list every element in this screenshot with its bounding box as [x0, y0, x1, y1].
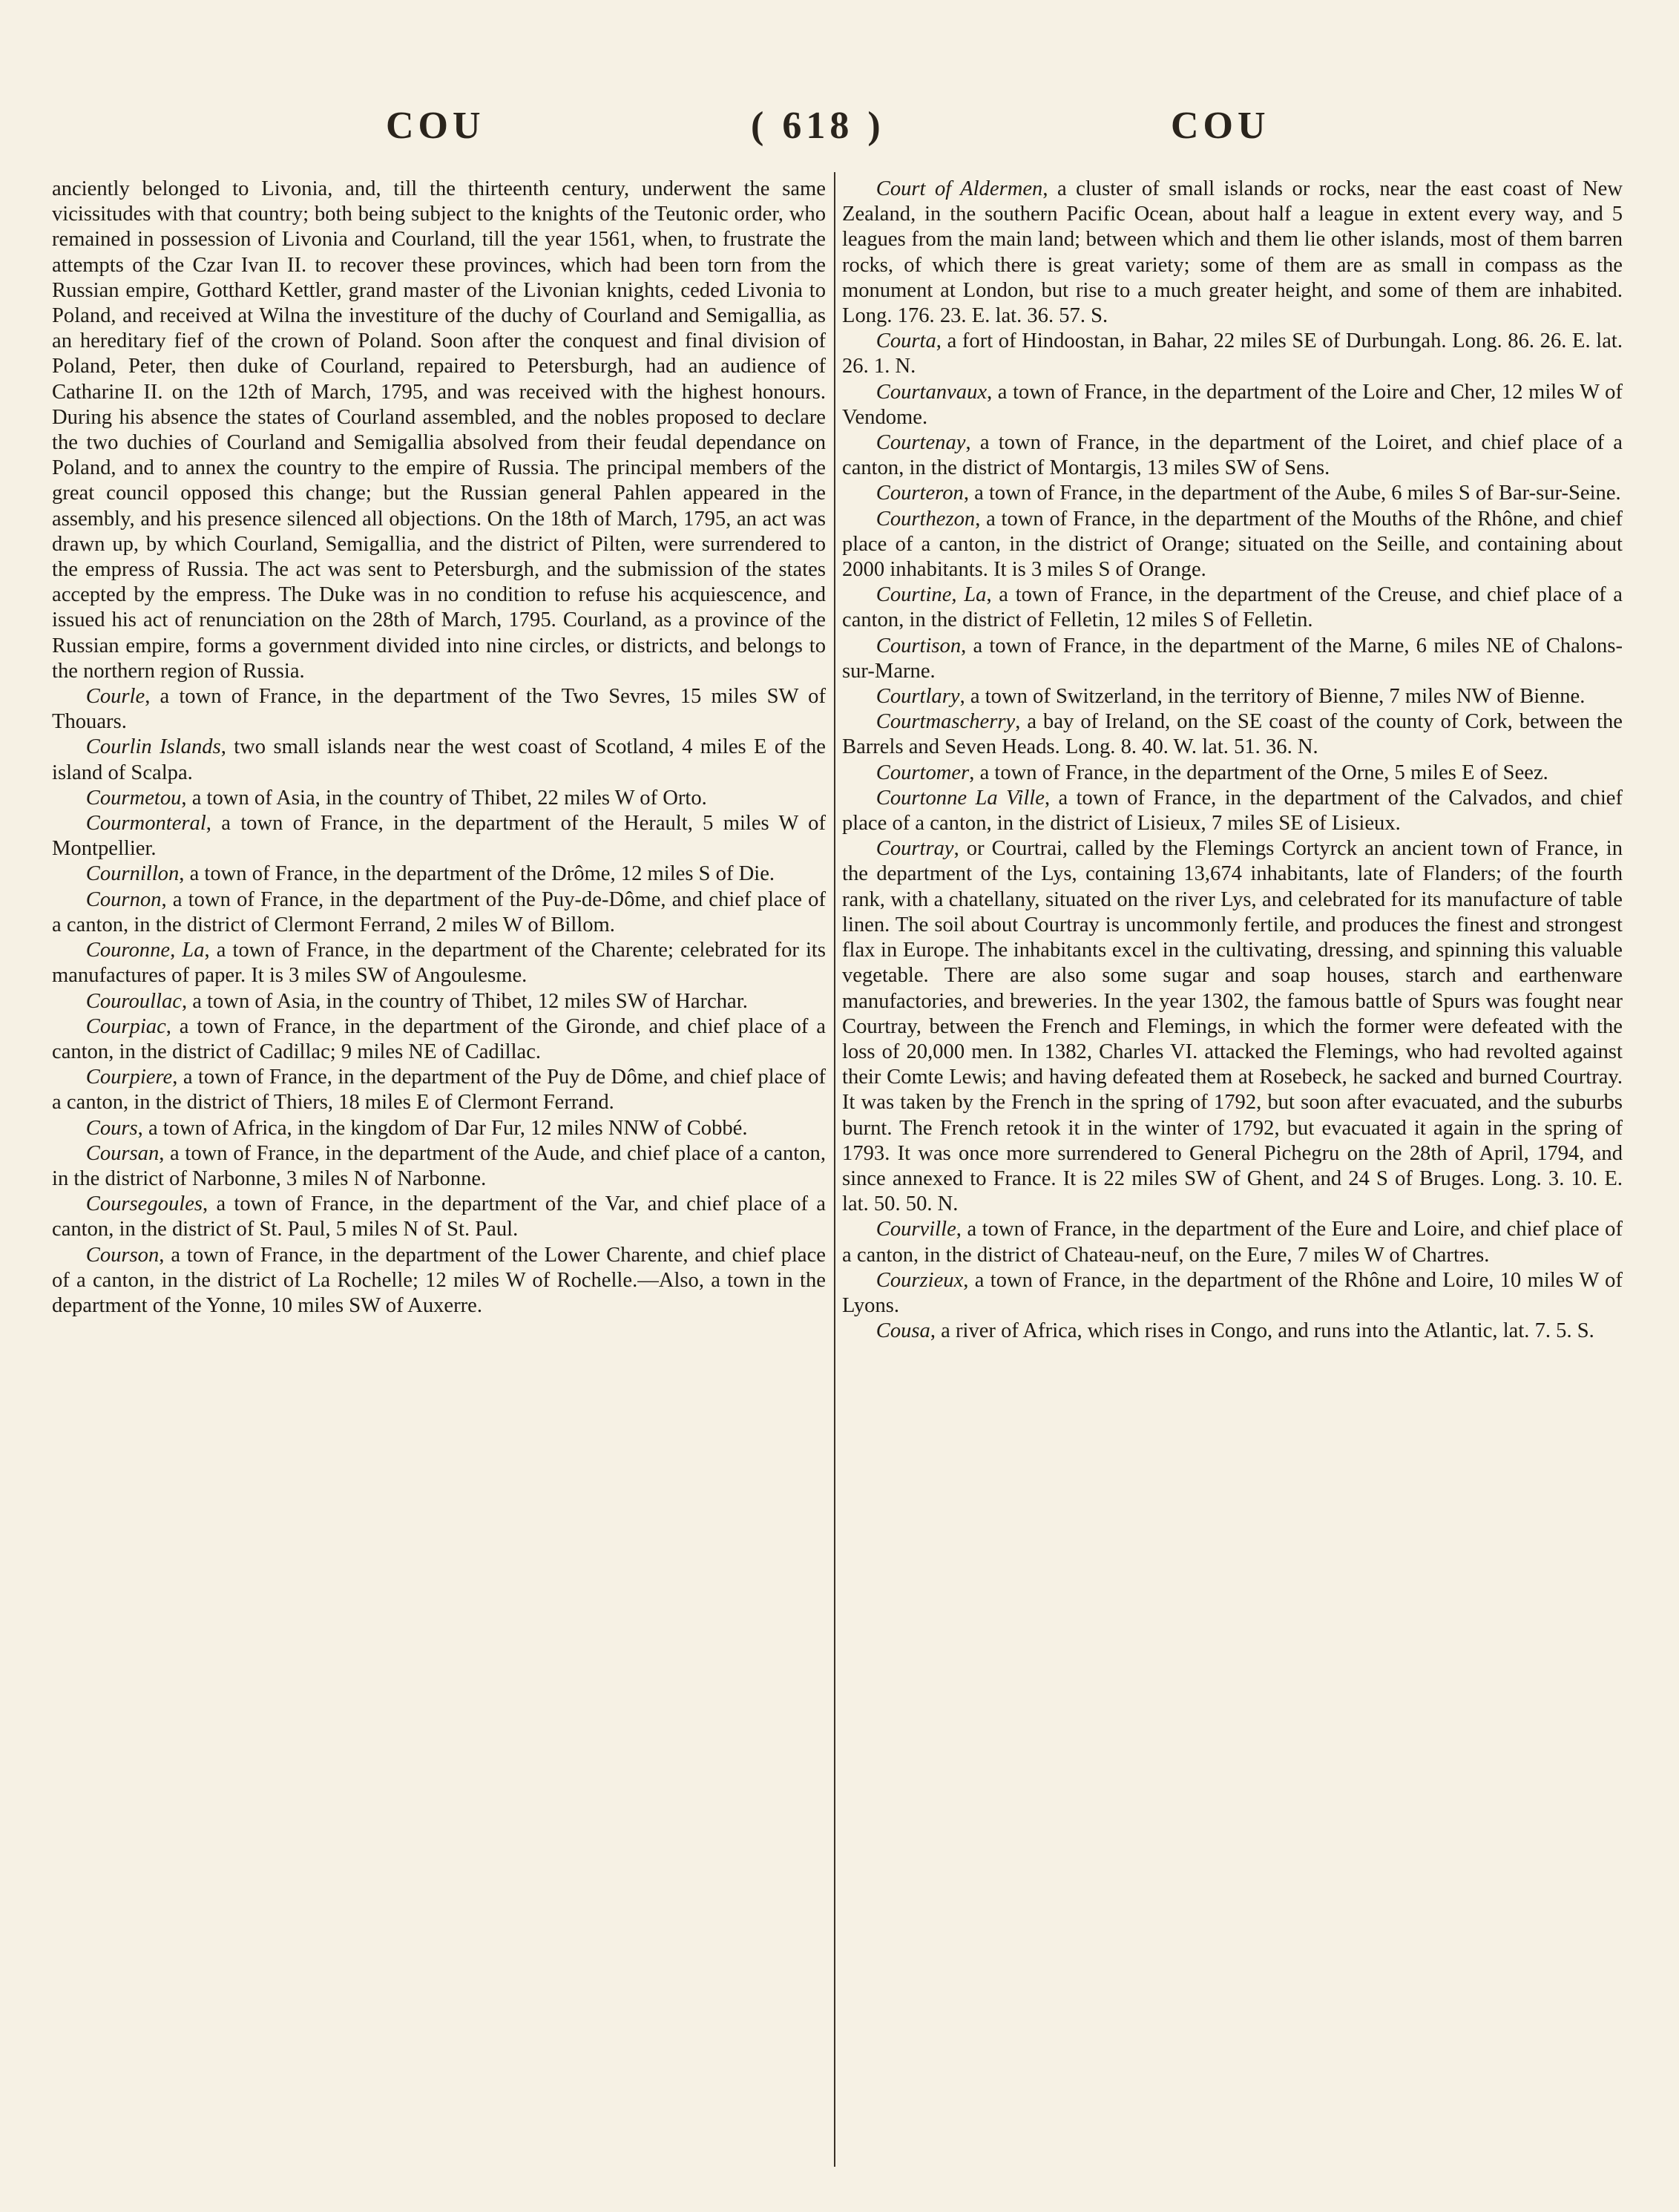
- gazetteer-entry: [52, 887, 826, 938]
- entry-headword: Courtlary: [875, 685, 960, 709]
- entry-text: , a town of Africa, in the kingdom of Dar Fur, 12 miles NNW of Cobbé.: [137, 1116, 748, 1140]
- gazetteer-entry: [52, 1243, 826, 1319]
- entry-headword: Coursan: [85, 1141, 160, 1165]
- gazetteer-entry: [842, 481, 1623, 506]
- gazetteer-entry: [52, 1141, 826, 1192]
- entry-headword: Courtenay: [875, 431, 966, 455]
- entry-text: , a town of France, in the department of the Loiret, and chief place of a canton, in the district of Montargis, 13 miles SW of Sens.: [842, 431, 1623, 480]
- entry-text: , a town of France, in the department of the Var, and chief place of a canton, in the district of St. Paul, 5 miles N of St. Paul.: [52, 1192, 826, 1241]
- entry-headword: Courmetou: [85, 786, 182, 810]
- entry-headword: Courlin Islands: [85, 735, 221, 759]
- left-entry-list: [52, 684, 826, 1319]
- right-entry-list: [842, 177, 1623, 1344]
- column-divider: [834, 172, 835, 2167]
- gazetteer-entry: [842, 684, 1623, 709]
- entry-headword: Courtonne La Ville: [875, 786, 1045, 810]
- entry-text: , a river of Africa, which rises in Congo, and runs into the Atlantic, lat. 7. 5. S.: [930, 1319, 1594, 1343]
- gazetteer-entry: [52, 1065, 826, 1115]
- gazetteer-entry: [52, 1116, 826, 1141]
- entry-text: , a town of France, in the department of the Aude, and chief place of a canton, in the district of Narbonne, 3 miles N of Narbonne.: [52, 1141, 826, 1190]
- entry-text: , two small islands near the west coast of Scotland, 4 miles E of the island of Scalpa.: [52, 735, 826, 784]
- entry-text: , a town of France, in the department of the Eure and Loire, and chief place of a canton, in the district of Chateau-neuf, on the Eure, 7 miles W of Chartres.: [842, 1218, 1623, 1267]
- gazetteer-entry: [842, 1217, 1623, 1267]
- entry-text: , a town of France, in the department of the Puy de Dôme, and chief place of a canton, in the district of Thiers, 18 miles E of Clermont Ferrand.: [52, 1066, 826, 1115]
- gazetteer-entry: [52, 938, 826, 988]
- entry-headword: Courtomer: [875, 761, 970, 784]
- gazetteer-entry: [52, 989, 826, 1014]
- page-number: ( 618 ): [751, 105, 885, 147]
- gazetteer-entry: [52, 811, 826, 862]
- entry-text: , a cluster of small islands or rocks, near the east coast of New Zealand, in the southern Pacific Ocean, about half a league in extent every way, and 5 leagues from the main land; between which and them lie other islands, most of them barren rocks, of which there is great variety; some of them are as small in compass as the monument at London, but rise to a much greater height, and some of them are inhabited. Long. 176. 23. E. lat. 36. 57. S.: [842, 177, 1623, 328]
- entry-headword: Courpiere: [85, 1066, 173, 1089]
- entry-headword: Cousa: [875, 1319, 930, 1343]
- entry-text: , a town of Asia, in the country of Thibet, 12 miles SW of Harchar.: [181, 989, 748, 1013]
- entry-text: , a town of France, in the department of the Orne, 5 miles E of Seez.: [969, 761, 1548, 784]
- entry-headword: Courle: [85, 685, 145, 709]
- entry-headword: Couroullac: [85, 989, 182, 1013]
- entry-text: , a town of France, in the department of the Mouths of the Rhône, and chief place of a canton, in the district of Orange; situated on the Seille, and containing about 2000 inhabitants. It is 3 miles S of Orange.: [842, 507, 1623, 582]
- entry-headword: Courtison: [875, 634, 962, 657]
- right-column: [842, 177, 1623, 1344]
- entry-text: , a bay of Ireland, on the SE coast of the county of Cork, between the Barrels and Seven Heads. Long. 8. 40. W. lat. 51. 36. N.: [842, 710, 1623, 759]
- entry-headword: Courtine, La: [875, 583, 987, 607]
- entry-text: , a town of France, in the department of the Creuse, and chief place of a canton, in the district of Felletin, 12 miles S of Felletin.: [842, 583, 1623, 632]
- gazetteer-entry: [842, 582, 1623, 633]
- left-column: [52, 177, 826, 1319]
- entry-text: , a town of France, in the department of the Calvados, and chief place of a canton, in the district of Lisieux, 7 miles SE of Lisieux.: [842, 786, 1623, 836]
- gazetteer-entry: [842, 786, 1623, 836]
- gazetteer-entry: [52, 735, 826, 785]
- continuation-paragraph: anciently belonged to Livonia, and, till the thirteenth century, underwent the same vicissitudes with that country; both being subject to the knights of the Teutonic order, who remained in possession of Livonia and Courland, till the year 1561, when, to frustrate the attempts of the Czar Ivan II. to recover these provinces, which had been torn from the Russian empire, Gotthard Kettler, grand master of the Livonian knights, ceded Livonia to Poland, and received at Wilna the investiture of the duchy of Courland and Semigallia, as an hereditary fief of the crown of Poland. Soon after the conquest and final division of Poland, Peter, then duke of Courland, repaired to Petersburgh, had an audience of Catharine II. on the 12th of March, 1795, and was received with the highest honours. During his absence the states of Courland assembled, and the nobles proposed to declare the two duchies of Courland and Semigallia absolved from their feudal dependance on Poland, and to annex the country to the empire of Russia. The principal members of the great council opposed this change; but the Russian general Pahlen appeared in the assembly, and his presence silenced all objections. On the 18th of March, 1795, an act was drawn up, by which Courland, Semigallia, and the district of Pilten, were surrendered to the empress of Russia. The act was sent to Petersburgh, and the submission of the states accepted by the empress. The Duke was in no condition to refuse his acquiescence, and issued his act of renunciation on the 28th of March, 1795. Courland, as a province of the Russian empire, forms a government divided into nine circles, or districts, and belongs to the northern region of Russia.: [52, 177, 826, 683]
- entry-headword: Coursegoules: [85, 1192, 203, 1216]
- gazetteer-entry: [842, 430, 1623, 481]
- entry-headword: Courpiac: [85, 1014, 166, 1038]
- gazetteer-entry: [842, 709, 1623, 760]
- entry-headword: Courmonteral: [85, 812, 206, 836]
- entry-headword: Courtanvaux: [875, 380, 988, 404]
- entry-headword: Courson: [85, 1243, 160, 1267]
- gazetteer-entry: [842, 177, 1623, 329]
- running-head-left: COU: [386, 105, 485, 147]
- entry-text: , a town of France, in the department of the Two Sevres, 15 miles SW of Thouars.: [52, 685, 826, 734]
- gazetteer-entry: [52, 1192, 826, 1242]
- gazetteer-entry: [842, 380, 1623, 430]
- entry-headword: Courteron: [875, 482, 964, 505]
- entry-headword: Courville: [875, 1218, 956, 1241]
- entry-text: , a town of France, in the department of the Gironde, and chief place of a canton, in the district of Cadillac; 9 miles NE of Cadillac.: [52, 1014, 826, 1063]
- entry-text: , a town of Asia, in the country of Thibet, 22 miles W of Orto.: [181, 786, 707, 810]
- entry-headword: Courtmascherry: [875, 710, 1016, 734]
- entry-headword: Courtray: [875, 837, 954, 861]
- entry-text: , a town of France, in the department of the Loire and Cher, 12 miles W of Vendome.: [842, 380, 1623, 429]
- entry-text: , a town of France, in the department of the Puy-de-Dôme, and chief place of a canton, in the district of Clermont Ferrand, 2 miles W of Billom.: [52, 887, 826, 936]
- entry-text: , a town of France, in the department of the Rhône and Loire, 10 miles W of Lyons.: [842, 1268, 1623, 1317]
- gazetteer-entry: [842, 761, 1623, 786]
- entry-text: , a town of France, in the department of the Lower Charente, and chief place of a canton, in the district of La Rochelle; 12 miles W of Rochelle.—Also, a town in the department of the Yonne, 10 miles SW of Auxerre.: [52, 1243, 826, 1317]
- gazetteer-entry: [52, 684, 826, 735]
- gazetteer-entry: [842, 507, 1623, 583]
- entry-headword: Couronne, La: [85, 939, 205, 962]
- gazetteer-entry: [842, 329, 1623, 379]
- entry-headword: Cournon: [85, 887, 162, 911]
- running-head-right: COU: [1171, 105, 1270, 147]
- gazetteer-entry: [52, 1014, 826, 1065]
- entry-text: , a town of France, in the department of the Aube, 6 miles S of Bar-sur-Seine.: [963, 482, 1621, 505]
- gazetteer-entry: [842, 634, 1623, 684]
- entry-text: , or Courtrai, called by the Flemings Cortyrck an ancient town of France, in the department of the Lys, containing 13,674 inhabitants, late of Flanders; of the fourth rank, with a chatellany, situated on the river Lys, and celebrated for its manufacture of table linen. The soil about Courtray is uncommonly fertile, and produces the finest and strongest flax in Europe. The inhabitants excel in the cultivating, dressing, and spinning this valuable vegetable. There are also some sugar and soap houses, starch and earthenware manufactories, and breweries. In the year 1302, the famous battle of Spurs was fought near Courtray, between the French and Flemings, in which the former were defeated with the loss of 20,000 men. In 1382, Charles VI. attacked the Flemings, who had revolted against their Comte Lewis; and having defeated them at Rosebeck, he sacked and burned Courtray. It was taken by the French in the spring of 1792, but soon after evacuated, and the suburbs burnt. The French retook it in the winter of 1792, but evacuated it again in the spring of 1793. It was once more surrendered to General Pichegru on the 28th of April, 1794, and since annexed to France. It is 22 miles SW of Ghent, and 24 S of Bruges. Long. 3. 10. E. lat. 50. 50. N.: [842, 837, 1623, 1216]
- gazetteer-entry: [842, 1268, 1623, 1319]
- entry-headword: Courthezon: [875, 507, 976, 531]
- entry-text: , a town of Switzerland, in the territory of Bienne, 7 miles NW of Bienne.: [959, 685, 1586, 709]
- entry-headword: Courta: [875, 329, 936, 353]
- entry-headword: Cournillon: [85, 862, 180, 886]
- gazetteer-entry: [52, 786, 826, 811]
- gazetteer-entry: [52, 862, 826, 887]
- entry-text: , a town of France, in the department of the Marne, 6 miles NE of Chalons-sur-Marne.: [842, 634, 1623, 683]
- entry-text: , a fort of Hindoostan, in Bahar, 22 miles SE of Durbungah. Long. 86. 26. E. lat. 26. 1. N.: [842, 329, 1623, 378]
- page-header: [0, 104, 1679, 171]
- entry-headword: Courzieux: [875, 1268, 964, 1292]
- entry-text: , a town of France, in the department of the Herault, 5 miles W of Montpellier.: [52, 812, 826, 861]
- entry-headword: Cours: [85, 1116, 138, 1140]
- entry-text: , a town of France, in the department of the Charente; celebrated for its manufactures of paper. It is 3 miles SW of Angoulesme.: [52, 939, 827, 988]
- gazetteer-entry: [842, 1319, 1623, 1344]
- gazetteer-entry: [842, 836, 1623, 1217]
- entry-headword: Court of Aldermen: [875, 177, 1043, 200]
- entry-text: , a town of France, in the department of the Drôme, 12 miles S of Die.: [179, 862, 775, 886]
